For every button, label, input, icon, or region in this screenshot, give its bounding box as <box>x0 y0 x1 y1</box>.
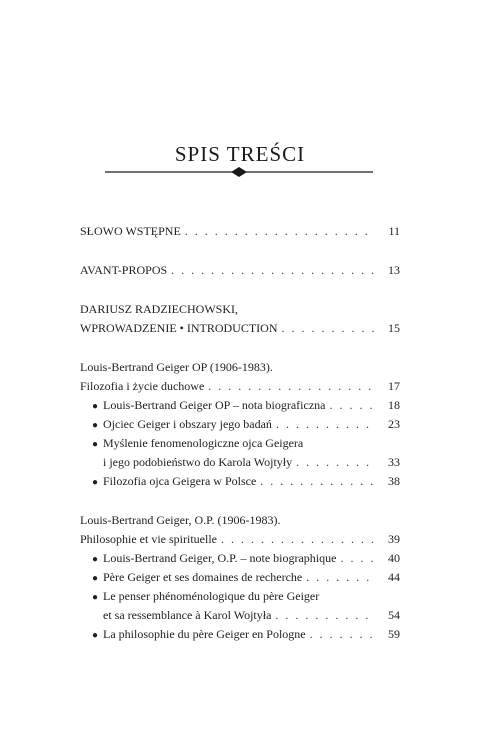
toc-page-number: 13 <box>388 263 400 277</box>
toc-subentry-line <box>80 434 400 453</box>
bullet-icon: ● <box>92 630 99 641</box>
toc-entry-title: Père Geiger et ses domaines de recherche <box>103 570 303 584</box>
toc-page-number: 39 <box>388 532 400 546</box>
toc-subentry[interactable] <box>80 625 400 644</box>
toc-page-number: 17 <box>388 379 400 393</box>
toc-entry-title: Myślenie fenomenologiczne ojca Geigera <box>103 436 304 450</box>
toc-entry-title: Ojciec Geiger i obszary jego badań <box>103 417 272 431</box>
leader-dots <box>329 396 374 415</box>
toc-entry[interactable] <box>80 377 400 396</box>
toc-page-number: 23 <box>388 417 400 431</box>
toc-subentry[interactable] <box>80 396 400 415</box>
leader-dots <box>306 568 374 587</box>
title-divider <box>105 166 373 178</box>
bullet-icon: ● <box>92 477 99 488</box>
toc-entry-title: La philosophie du père Geiger en Pologne <box>103 627 306 641</box>
page-title: SPIS TREŚCI <box>174 142 306 166</box>
leader-dots <box>275 606 374 625</box>
toc-subentry[interactable] <box>80 472 400 491</box>
table-of-contents <box>80 222 400 644</box>
toc-entry[interactable] <box>80 261 400 280</box>
toc-entry-title: i jego podobieństwo do Karola Wojtyły <box>103 455 293 469</box>
leader-dots <box>221 530 374 549</box>
toc-page-number: 33 <box>388 455 400 469</box>
toc-section-heading <box>80 358 400 377</box>
toc-entry[interactable] <box>80 222 400 241</box>
toc-entry-title: SŁOWO WSTĘPNE <box>80 224 181 238</box>
toc-entry-title: et sa ressemblance à Karol Wojtyła <box>103 608 272 622</box>
toc-entry-title: Louis-Bertrand Geiger OP (1906-1983). <box>80 360 273 374</box>
toc-page-number: 11 <box>388 224 400 238</box>
toc-page-number: 38 <box>388 474 400 488</box>
bullet-icon: ● <box>92 592 99 603</box>
toc-entry-title: Philosophie et vie spirituelle <box>80 532 217 546</box>
toc-page-number: 18 <box>388 398 400 412</box>
toc-entry-title: AVANT-PROPOS <box>80 263 168 277</box>
toc-entry[interactable] <box>80 319 400 338</box>
leader-dots <box>260 472 374 491</box>
leader-dots <box>276 415 374 434</box>
leader-dots <box>282 319 374 338</box>
toc-entry-title: Louis-Bertrand Geiger, O.P. (1906-1983). <box>80 513 281 527</box>
bullet-icon: ● <box>92 439 99 450</box>
leader-dots <box>185 222 374 241</box>
toc-entry[interactable] <box>80 530 400 549</box>
toc-subentry[interactable] <box>80 415 400 434</box>
bullet-icon: ● <box>92 573 99 584</box>
toc-entry-title: Le penser phénoménologique du père Geiger <box>103 589 320 603</box>
toc-subentry[interactable] <box>80 549 400 568</box>
leader-dots <box>340 549 374 568</box>
toc-subentry[interactable] <box>80 453 400 472</box>
leader-dots <box>208 377 374 396</box>
toc-entry-title: Filozofia i życie duchowe <box>80 379 205 393</box>
leader-dots <box>310 625 374 644</box>
toc-section-heading <box>80 511 400 530</box>
bullet-icon: ● <box>92 554 99 565</box>
toc-subentry-line <box>80 587 400 606</box>
toc-subentry[interactable] <box>80 606 400 625</box>
toc-entry-title: Filozofia ojca Geigera w Polsce <box>103 474 257 488</box>
bullet-icon: ● <box>92 420 99 431</box>
toc-entry-title: Louis-Bertrand Geiger, O.P. – note biographique <box>103 551 337 565</box>
toc-page-number: 44 <box>388 570 400 584</box>
toc-entry-line <box>80 300 400 319</box>
leader-dots <box>171 261 374 280</box>
bullet-icon: ● <box>92 401 99 412</box>
toc-page-number: 54 <box>388 608 400 622</box>
leader-dots <box>296 453 374 472</box>
toc-page-number: 59 <box>388 627 400 641</box>
toc-page-number: 15 <box>388 321 400 335</box>
toc-entry-title: DARIUSZ RADZIECHOWSKI, <box>80 302 238 316</box>
toc-entry-title: WPROWADZENIE • INTRODUCTION <box>80 321 278 335</box>
toc-page-number: 40 <box>388 551 400 565</box>
toc-subentry[interactable] <box>80 568 400 587</box>
diamond-ornament <box>231 167 247 177</box>
toc-entry-title: Louis-Bertrand Geiger OP – nota biograficzna <box>103 398 326 412</box>
